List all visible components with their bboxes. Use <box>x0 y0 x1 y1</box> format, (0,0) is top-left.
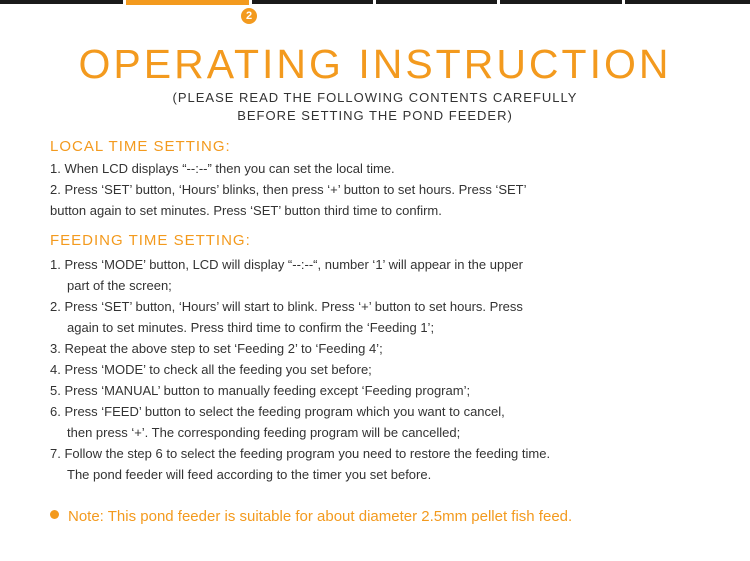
feeding-time-line: part of the screen; <box>67 278 172 293</box>
step-segment-2-active <box>126 0 249 5</box>
feeding-time-line: 1. Press ‘MODE’ button, LCD will display “--:--“, number ‘1’ will appear in the upper <box>50 257 523 272</box>
feeding-time-line: then press ‘+’. The corresponding feeding program will be cancelled; <box>67 425 461 440</box>
local-time-heading: LOCAL TIME SETTING: <box>50 138 231 155</box>
step-segment-1 <box>0 0 123 4</box>
page-title: OPERATING INSTRUCTION <box>78 41 672 87</box>
step-segment-3 <box>252 0 373 4</box>
bullet-dot-icon <box>50 510 59 519</box>
feeding-time-line: again to set minutes. Press third time to confirm the ‘Feeding 1’; <box>67 320 435 335</box>
local-time-line: 2. Press ‘SET’ button, ‘Hours’ blinks, then press ‘+’ button to set hours. Press ‘SET’ <box>50 182 527 197</box>
feeding-time-line: 4. Press ‘MODE’ to check all the feeding you set before; <box>50 362 372 377</box>
note-text: Note: This pond feeder is suitable for about diameter 2.5mm pellet fish feed. <box>68 508 573 525</box>
note <box>50 507 572 527</box>
feeding-time-line: 2. Press ‘SET’ button, ‘Hours’ will start to blink. Press ‘+’ button to set hours. Press <box>50 299 523 314</box>
feeding-time-line: 3. Repeat the above step to set ‘Feeding 2’ to ‘Feeding 4’; <box>50 341 383 356</box>
step-number-badge: 2 <box>241 8 257 24</box>
step-segment-5 <box>500 0 622 4</box>
step-segment-6 <box>625 0 750 4</box>
feeding-time-line: 6. Press ‘FEED’ button to select the feeding program which you want to cancel, <box>50 404 505 419</box>
subtitle-line-2: BEFORE SETTING THE POND FEEDER) <box>237 108 513 123</box>
step-progress-bar <box>0 0 750 5</box>
local-time-line: button again to set minutes. Press ‘SET’ button third time to confirm. <box>50 203 442 218</box>
step-segment-4 <box>376 0 497 4</box>
feeding-time-line: The pond feeder will feed according to the timer you set before. <box>67 467 432 482</box>
subtitle-line-1: (PLEASE READ THE FOLLOWING CONTENTS CAREFULLY <box>172 90 578 105</box>
feeding-time-line: 7. Follow the step 6 to select the feeding program you need to restore the feeding time. <box>50 446 551 461</box>
feeding-time-line: 5. Press ‘MANUAL’ button to manually feeding except ‘Feeding program’; <box>50 383 471 398</box>
subtitle <box>0 89 750 125</box>
feeding-time-heading: FEEDING TIME SETTING: <box>50 232 251 249</box>
local-time-line: 1. When LCD displays “--:--” then you can set the local time. <box>50 161 395 176</box>
